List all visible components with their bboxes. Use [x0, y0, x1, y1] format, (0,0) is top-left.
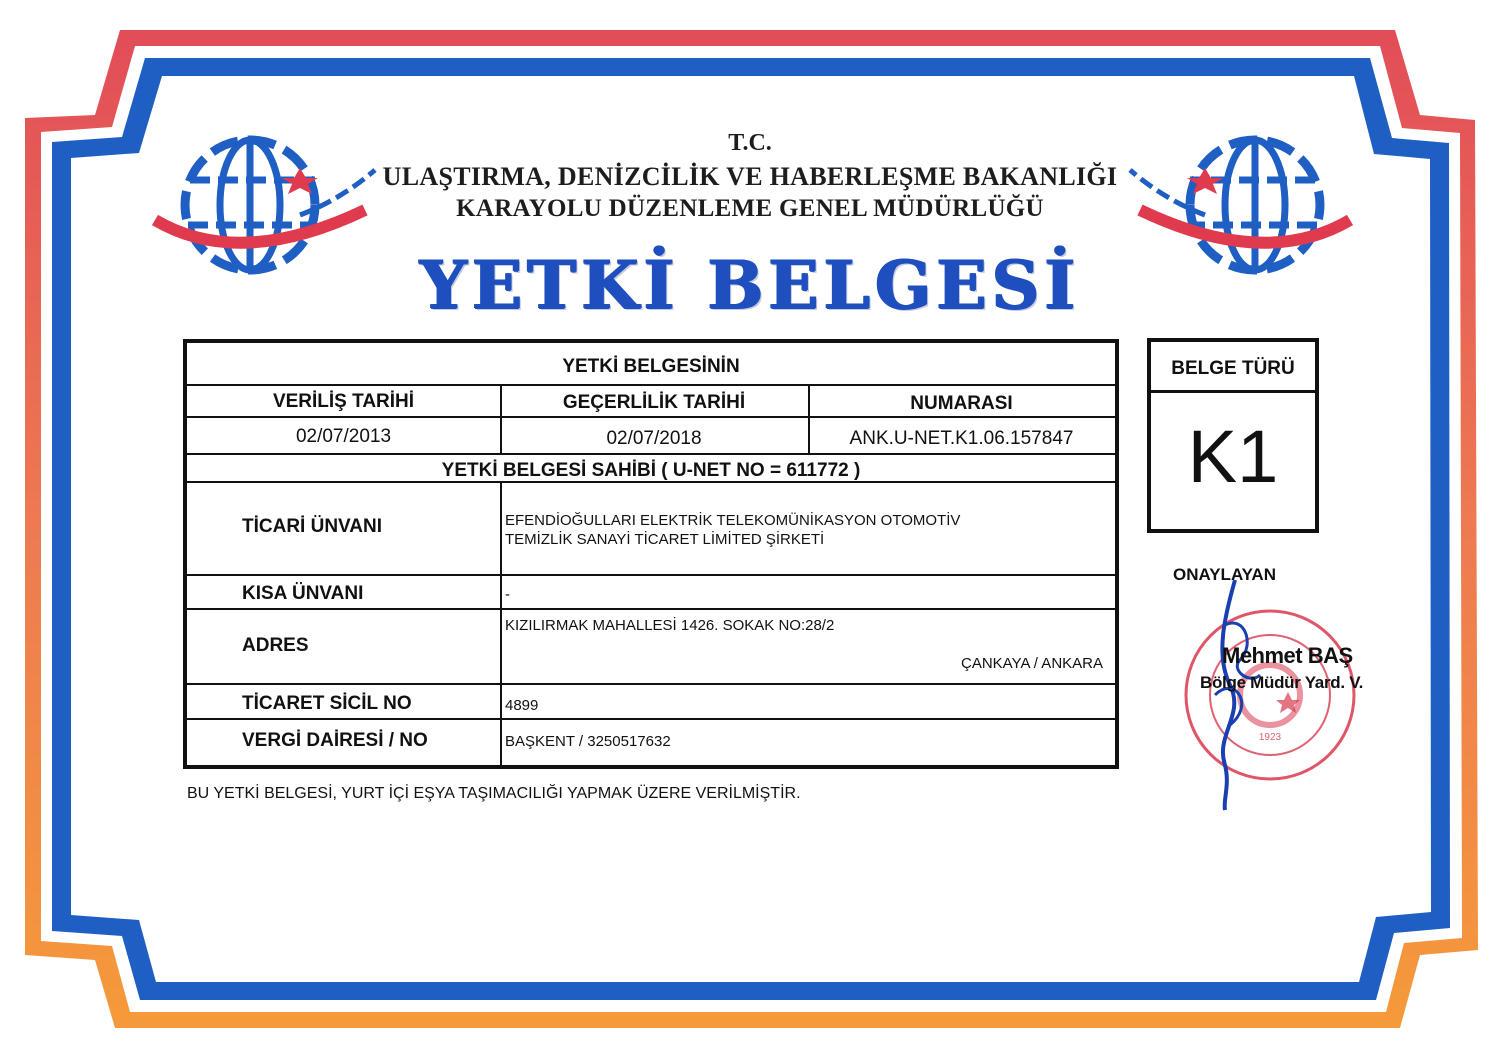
- issue-date-value: 02/07/2013: [295, 426, 392, 447]
- document-type-box: [1147, 338, 1319, 533]
- header-directorate: KARAYOLU DÜZENLEME GENEL MÜDÜRLÜĞÜ: [456, 195, 1044, 222]
- address-label: ADRES: [242, 635, 309, 656]
- trade-name-label: TİCARİ ÜNVANI: [242, 516, 383, 537]
- validity-date-value: 02/07/2018: [606, 428, 702, 449]
- trade-name-value-line2: TEMİZLİK SANAYİ TİCARET LİMİTED ŞİRKETİ: [505, 531, 825, 548]
- document-type-label: BELGE TÜRÜ: [1171, 358, 1295, 379]
- tax-label: VERGİ DAİRESİ / NO: [242, 730, 428, 751]
- registry-label: TİCARET SİCİL NO: [242, 693, 412, 714]
- document-title: YETKİ BELGESİ: [419, 246, 1081, 324]
- approver-label: ONAYLAYAN: [1173, 565, 1276, 584]
- approver-title: Bölge Müdür Yard. V.: [1200, 673, 1364, 692]
- address-line2: ÇANKAYA / ANKARA: [961, 655, 1103, 672]
- signature-icon: [1195, 575, 1285, 815]
- trade-name-value-line1: EFENDİOĞULLARI ELEKTRİK TELEKOMÜNİKASYON OTOMOTİV: [505, 512, 961, 529]
- short-name-value: -: [505, 586, 510, 603]
- section-title-certificate: YETKİ BELGESİNİN: [562, 356, 740, 377]
- svg-text:1923: 1923: [1258, 732, 1282, 743]
- column-header-issue-date: VERİLİŞ TARİHİ: [272, 391, 415, 412]
- certificate-table: [183, 339, 1119, 769]
- document-type-value: K1: [1187, 415, 1279, 498]
- registry-value: 4899: [505, 697, 539, 714]
- header-ministry: ULAŞTIRMA, DENİZCİLİK VE HABERLEŞME BAKANLIĞI: [382, 162, 1118, 191]
- column-header-validity-date: GEÇERLİLİK TARİHİ: [562, 392, 746, 413]
- column-header-number: NUMARASI: [910, 393, 1013, 414]
- section-title-holder: YETKİ BELGESİ SAHİBİ ( U-NET NO = 611772 ): [441, 460, 861, 481]
- short-name-label: KISA ÜNVANI: [242, 583, 364, 604]
- address-line1: KIZILIRMAK MAHALLESİ 1426. SOKAK NO:28/2: [505, 617, 835, 634]
- approver-name: Mehmet BAŞ: [1222, 643, 1353, 668]
- footer-note: BU YETKİ BELGESİ, YURT İÇİ EŞYA TAŞIMACILIĞI YAPMAK ÜZERE VERİLMİŞTİR.: [187, 785, 801, 802]
- header-country: T.C.: [728, 130, 772, 156]
- tax-value: BAŞKENT / 3250517632: [505, 733, 671, 750]
- certificate-number-value: ANK.U-NET.K1.06.157847: [849, 428, 1074, 449]
